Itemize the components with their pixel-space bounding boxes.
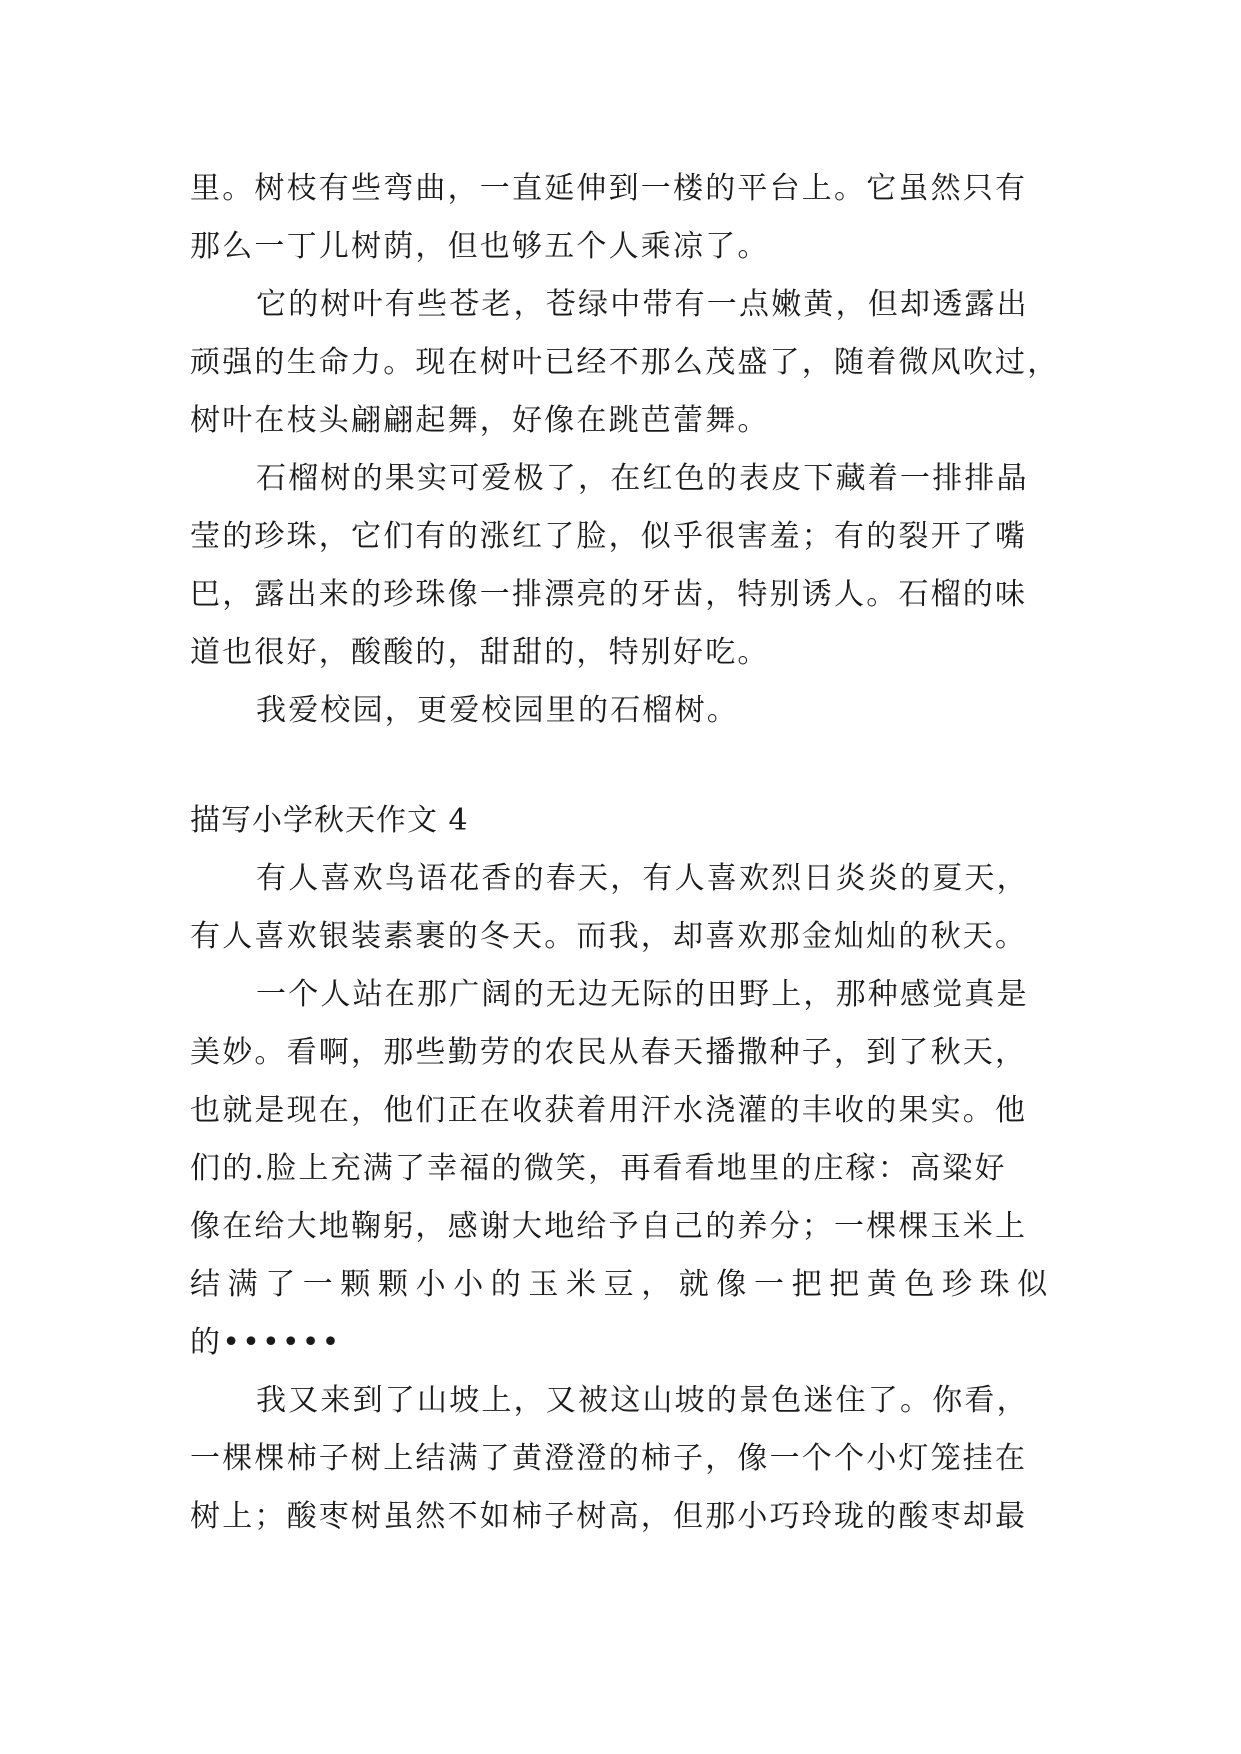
text-line: 也就是现在，他们正在收获着用汗水浇灌的丰收的果实。他 bbox=[190, 1093, 1028, 1128]
text-line: 树上；酸枣树虽然不如柿子树高，但那小巧玲珑的酸枣却最 bbox=[190, 1499, 1028, 1534]
text-line: 石榴树的果实可爱极了，在红色的表皮下藏着一排排晶 bbox=[256, 461, 1029, 496]
section-gap bbox=[190, 740, 1052, 792]
text-line: 美妙。看啊，那些勤劳的农民从春天播撒种子，到了秋天， bbox=[190, 1035, 1028, 1070]
text-line: 莹的珍珠，它们有的涨红了脸，似乎很害羞；有的裂开了嘴 bbox=[190, 519, 1028, 554]
text-line: 的•••••• bbox=[190, 1325, 342, 1360]
text-line: 有人喜欢银装素裹的冬天。而我，却喜欢那金灿灿的秋天。 bbox=[190, 919, 1028, 954]
text-line: 们的.脸上充满了幸福的微笑，再看看地里的庄稼：高粱好 bbox=[190, 1151, 1007, 1186]
text-line: 那么一丁儿树荫，但也够五个人乘凉了。 bbox=[190, 229, 770, 264]
text-line: 它的树叶有些苍老，苍绿中带有一点嫩黄，但却透露出 bbox=[256, 287, 1029, 322]
text-line: 树叶在枝头翩翩起舞，好像在跳芭蕾舞。 bbox=[190, 403, 770, 438]
document-page bbox=[190, 160, 1060, 1546]
text-line: 道也很好，酸酸的，甜甜的，特别好吃。 bbox=[190, 635, 770, 670]
text-line: 里。树枝有些弯曲，一直延伸到一楼的平台上。它虽然只有 bbox=[190, 171, 1028, 206]
text-line: 有人喜欢鸟语花香的春天，有人喜欢烈日炎炎的夏天， bbox=[256, 861, 1029, 896]
text-line: 一个人站在那广阔的无边无际的田野上，那种感觉真是 bbox=[256, 977, 1029, 1012]
section-title: 描写小学秋天作文 4 bbox=[190, 803, 469, 838]
text-line: 结满了一颗颗小小的玉米豆，就像一把把黄色珍珠似 bbox=[190, 1267, 1055, 1302]
text-line: 我又来到了山坡上，又被这山坡的景色迷住了。你看， bbox=[256, 1383, 1029, 1418]
text-line: 顽强的生命力。现在树叶已经不那么茂盛了，随着微风吹过， bbox=[190, 345, 1060, 380]
text-line: 一棵棵柿子树上结满了黄澄澄的柿子，像一个个小灯笼挂在 bbox=[190, 1441, 1028, 1476]
text-line: 巴，露出来的珍珠像一排漂亮的牙齿，特别诱人。石榴的味 bbox=[190, 577, 1028, 612]
text-line: 我爱校园，更爱校园里的石榴树。 bbox=[256, 693, 739, 728]
text-line: 像在给大地鞠躬，感谢大地给予自己的养分；一棵棵玉米上 bbox=[190, 1209, 1028, 1244]
